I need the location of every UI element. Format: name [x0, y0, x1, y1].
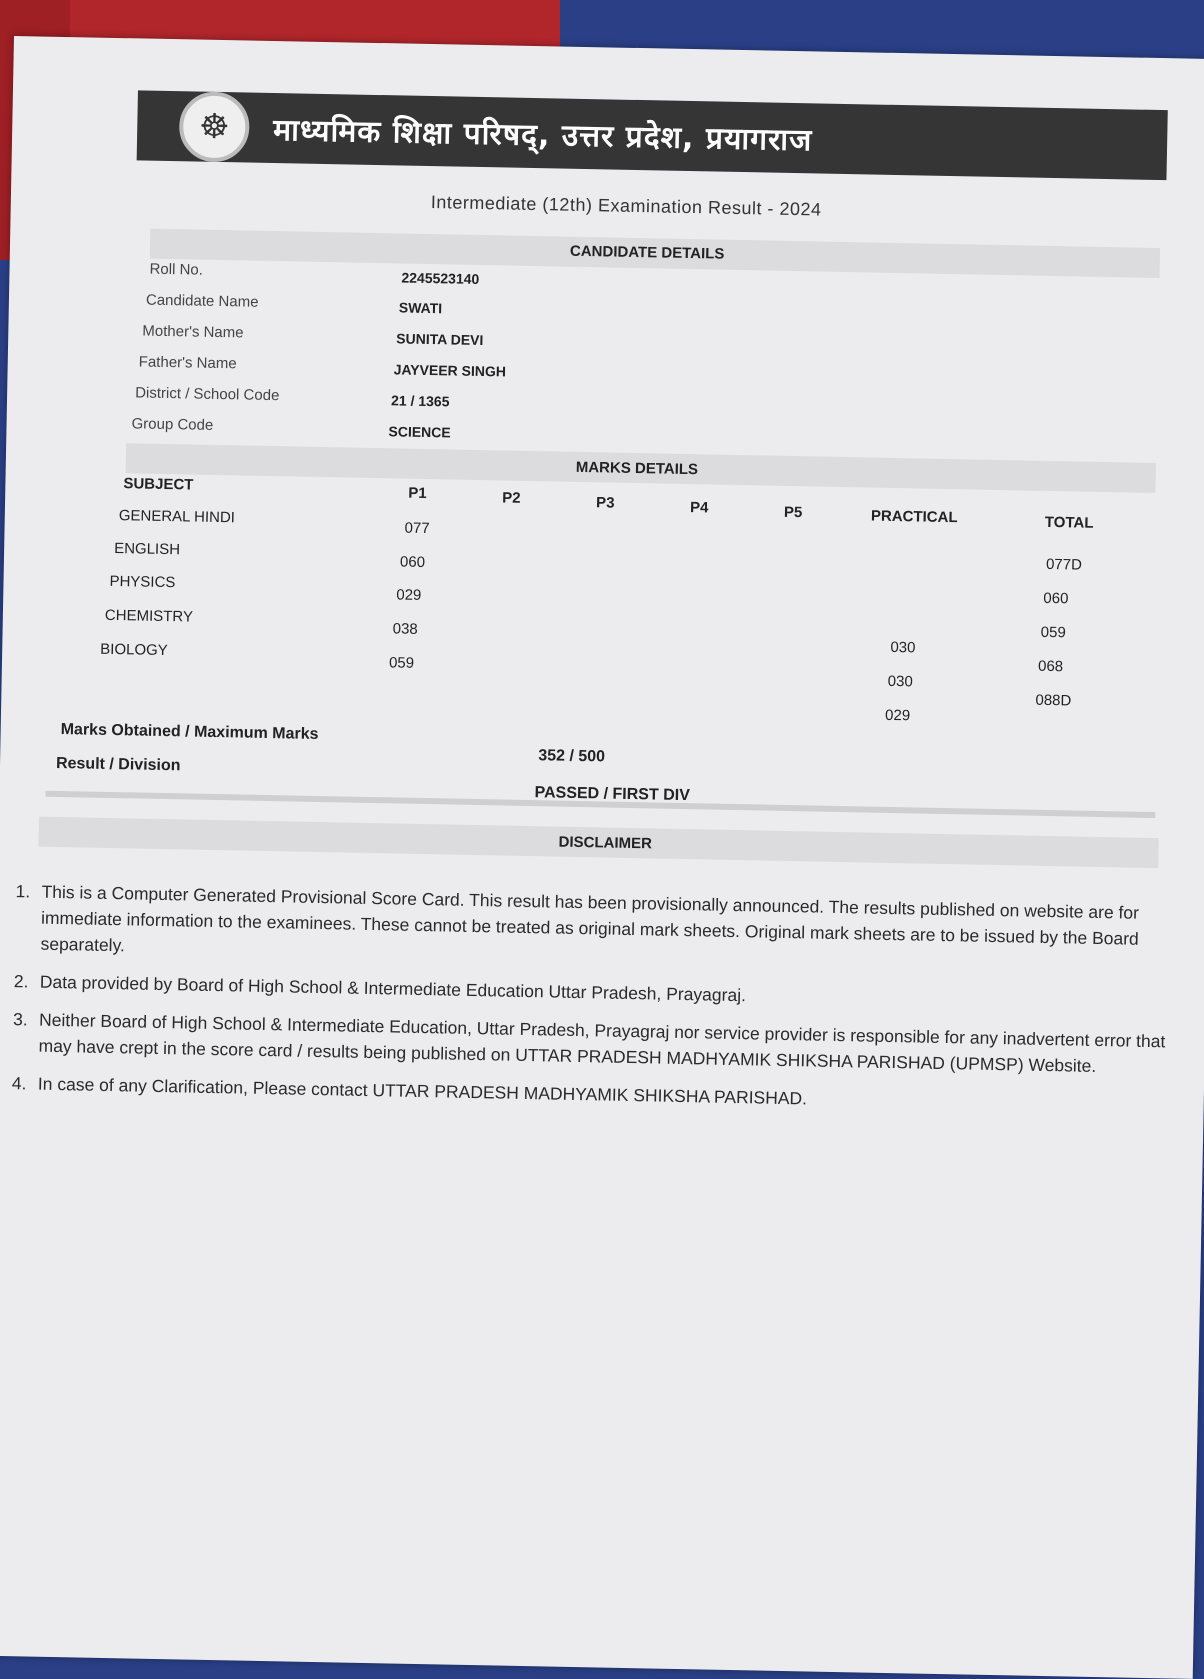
candidate-name-label: Candidate Name: [145, 291, 259, 311]
group-code-value: SCIENCE: [388, 423, 451, 441]
p1-cell: 029: [396, 586, 422, 604]
practical-cell: 030: [887, 672, 913, 691]
header-subject: SUBJECT: [123, 475, 194, 494]
disclaimer-number: 3.: [12, 1009, 28, 1030]
total-cell: 077D: [1045, 555, 1083, 574]
result-division-value: PASSED / FIRST DIV: [534, 784, 690, 805]
disclaimer-text: In case of any Clarification, Please contact UTTAR PRADESH MADHYAMIK SHIKSHA PARISHAD.: [37, 1073, 808, 1109]
disclaimer-number: 4.: [11, 1073, 27, 1094]
exam-title: Intermediate (12th) Examination Result - 2024: [430, 192, 822, 220]
header-practical: PRACTICAL: [870, 507, 958, 527]
disclaimer-text: Neither Board of High School & Intermediate Education, Uttar Pradesh, Prayagraj nor service provider is responsible for any inadvertent error that may have crept in the score card / results being published on UTTAR PRADESH MADHYAMIK SHIKSHA PARISHAD (UPMSP) Website.: [38, 1009, 1166, 1076]
father-name-value: JAYVEER SINGH: [393, 361, 507, 380]
candidate-section-title: CANDIDATE DETAILS: [569, 242, 725, 263]
subject-cell: GENERAL HINDI: [118, 507, 236, 527]
disclaimer-item: [12, 1070, 1172, 1118]
p1-cell: 038: [392, 620, 418, 638]
total-cell: 059: [1040, 623, 1066, 642]
disclaimer-text: This is a Computer Generated Provisional Score Card. This result has been provisionally announced. The results published on website are for immediate information to the examinees. These cannot be treated as original mark sheets. Original mark sheets are to be issued by the Board separately.: [40, 881, 1140, 956]
board-title: माध्यमिक शिक्षा परिषद्, उत्तर प्रदेश, प्रयागराज: [272, 112, 813, 158]
header-p4: P4: [689, 499, 709, 517]
marks-section-title: MARKS DETAILS: [575, 458, 699, 479]
district-school-code-label: District / School Code: [135, 384, 280, 405]
result-sheet: [0, 36, 1204, 1679]
roll-no-value: 2245523140: [401, 269, 480, 287]
district-school-code-value: 21 / 1365: [390, 392, 450, 410]
disclaimer-item: [14, 878, 1175, 978]
header-bar: [137, 90, 1168, 180]
result-division-label: Result / Division: [55, 754, 181, 775]
subject-cell: ENGLISH: [114, 540, 181, 559]
marks-obtained-value: 352 / 500: [538, 747, 606, 766]
practical-cell: 030: [890, 638, 916, 657]
header-p1: P1: [408, 484, 427, 503]
header-p5: P5: [783, 503, 803, 522]
marks-obtained-label: Marks Obtained / Maximum Marks: [60, 721, 319, 743]
disclaimer-title: DISCLAIMER: [558, 833, 653, 853]
candidate-name-value: SWATI: [398, 299, 443, 317]
group-code-label: Group Code: [131, 415, 214, 434]
p1-cell: 060: [399, 553, 426, 571]
disclaimer-text: Data provided by Board of High School & Intermediate Education Uttar Pradesh, Prayagraj.: [39, 971, 747, 1006]
practical-cell: 029: [884, 706, 911, 725]
p1-cell: 059: [388, 654, 415, 672]
p1-cell: 077: [404, 519, 430, 538]
disclaimer-number: 1.: [15, 881, 31, 902]
upmsp-emblem-icon: ☸: [179, 91, 250, 162]
subject-cell: PHYSICS: [109, 572, 176, 592]
roll-no-label: Roll No.: [149, 260, 204, 279]
disclaimer-number: 2.: [13, 971, 29, 992]
disclaimer-list: [11, 878, 1175, 1130]
subject-cell: BIOLOGY: [100, 640, 168, 660]
mother-name-label: Mother's Name: [142, 322, 244, 342]
header-p2: P2: [502, 489, 521, 507]
total-cell: 088D: [1035, 691, 1072, 710]
mother-name-value: SUNITA DEVI: [396, 330, 484, 349]
total-cell: 068: [1037, 657, 1064, 676]
header-p3: P3: [595, 494, 615, 512]
father-name-label: Father's Name: [138, 353, 237, 373]
disclaimer-item: [12, 1006, 1173, 1080]
header-total: TOTAL: [1044, 513, 1094, 532]
subject-cell: CHEMISTRY: [104, 606, 194, 626]
total-cell: 060: [1043, 589, 1069, 608]
